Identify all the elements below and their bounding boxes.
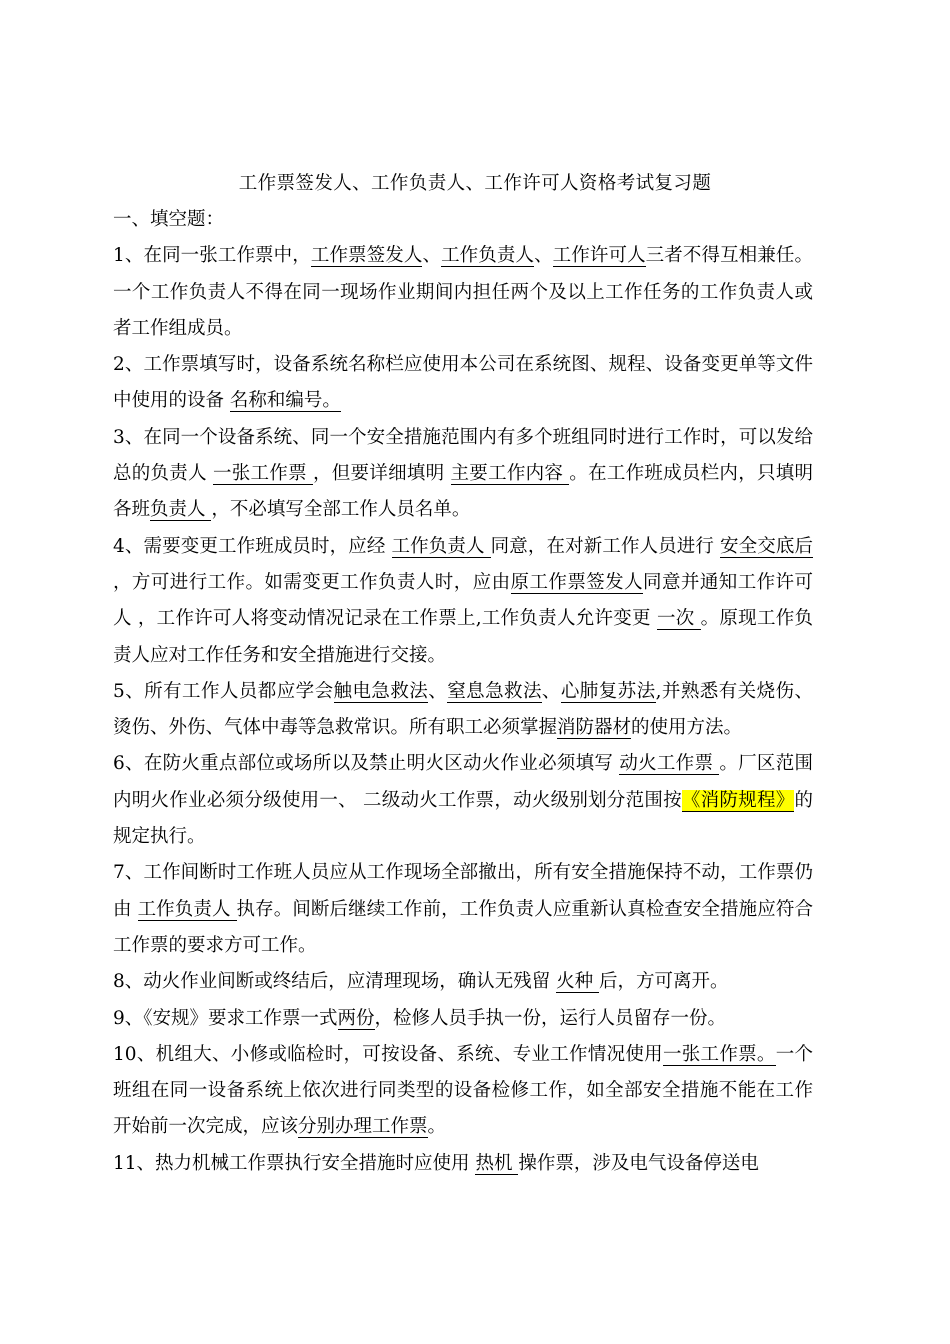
question-8 — [113, 964, 813, 1000]
question-text: 8、动火作业间断或终结后，应清理现场，确认无残留 — [113, 971, 557, 993]
question-text: 同意并通知工作许可人 ，工作许可人将变动情况记录在工作票上,工作负责人允许变更 — [113, 571, 813, 630]
question-6 — [113, 746, 813, 855]
question-text: 11、热力机械工作票执行安全措施时应使用 — [113, 1152, 476, 1174]
question-text: 、 — [428, 680, 448, 702]
document-title: 工作票签发人、工作负责人、工作许可人资格考试复习题 — [238, 173, 712, 194]
section-heading: 一、填空题： — [113, 209, 225, 230]
question-text: 10、机组大、小修或临检时，可按设备、系统、专业工作情况使用 — [113, 1043, 663, 1065]
answer-blank: 名称和编号。 — [229, 390, 341, 412]
highlighted-answer: 《消防规程》 — [681, 789, 795, 811]
question-text: 、 — [422, 245, 442, 267]
question-text: 三者不得互相兼任。一个工作负责人不得在同一现场作业期间内担任两个及以上工作任务的工作负责人或者工作组成员。 — [113, 245, 813, 339]
question-text: 、 — [541, 680, 561, 702]
answer-blank: 消防器材 — [557, 717, 632, 739]
question-text: ，但要详细填明 — [313, 463, 451, 485]
question-text: ，不必填写全部工作人员名单。 — [211, 499, 471, 521]
question-text: ，方可进行工作。如需变更工作负责人时，应由 — [113, 571, 511, 593]
question-11 — [113, 1146, 813, 1182]
answer-blank: 热机 — [475, 1152, 519, 1174]
answer-blank: 一张工作票。 — [662, 1043, 776, 1065]
question-text: 2、工作票填写时，设备系统名称栏应使用本公司在系统图、规程、设备变更单等文件中使用的设备 — [113, 354, 813, 412]
question-text: 同意，在对新工作人员进行 — [490, 535, 721, 557]
answer-blank: 窒息急救法 — [447, 680, 542, 702]
question-3 — [113, 420, 813, 529]
question-1 — [113, 238, 813, 347]
answer-blank: 工作负责人 — [441, 245, 535, 267]
question-text: 的规定执行。 — [113, 789, 813, 848]
answer-blank: 工作许可人 — [552, 245, 646, 267]
answer-blank: 触电急救法 — [333, 680, 429, 702]
answer-blank: 一张工作票 — [213, 463, 313, 485]
question-text: 的使用方法。 — [631, 717, 743, 739]
answer-blank: 心肺复苏法 — [560, 680, 656, 702]
answer-blank: 分别办理工作票 — [298, 1116, 428, 1138]
question-text: 执存。间断后继续工作前，工作负责人应重新认真检查安全措施应符合工作票的要求方可工作。 — [113, 898, 813, 956]
question-text: 。 — [427, 1116, 447, 1138]
answer-blank: 动火工作票 — [619, 753, 720, 775]
question-text: 、 — [534, 245, 553, 267]
question-text: 一个班组在同一设备系统上依次进行同类型的设备检修工作，如全部安全措施不能在工作开始前一次完成，应该 — [113, 1043, 813, 1138]
question-5 — [113, 674, 813, 747]
question-text: ,并熟悉有关烧伤、烫伤、外伤、气体中毒等急救常识。所有职工必须掌握 — [113, 680, 813, 739]
question-text: 后，方可离开。 — [599, 971, 729, 993]
question-text: 5、所有工作人员都应学会 — [113, 680, 334, 702]
question-text: 。在工作班成员栏内，只填明各班 — [113, 463, 814, 521]
question-text: ，检修人员手执一份，运行人员留存一份。 — [374, 1007, 727, 1029]
question-7 — [113, 855, 813, 964]
question-text: 。原现工作负责人应对工作任务和安全措施进行交接。 — [113, 608, 813, 666]
question-text: 。厂区范围内明火作业必须分级使用一、 二级动火工作票，动火级别划分范围按 — [113, 753, 813, 811]
answer-blank: 安全交底后 — [720, 535, 813, 557]
question-text: 6、在防火重点部位或场所以及禁止明火区动火作业必须填写 — [113, 753, 620, 775]
question-text: 操作票，涉及电气设备停送电 — [518, 1152, 759, 1174]
document-body — [113, 202, 813, 1182]
answer-blank: 负责人 — [150, 499, 212, 521]
answer-blank: 原工作票签发人 — [510, 571, 644, 593]
question-4 — [113, 529, 813, 674]
answer-blank: 工作负责人 — [391, 535, 491, 557]
question-text: 3、在同一个设备系统、同一个安全措施范围内有多个班组同时进行工作时，可以发给总的负责人 — [113, 426, 813, 485]
answer-blank: 工作负责人 — [137, 898, 237, 920]
question-10 — [113, 1037, 813, 1146]
question-9 — [113, 1001, 813, 1037]
answer-blank: 一次 — [656, 608, 701, 630]
answer-blank: 火种 — [556, 971, 600, 993]
question-text: 9、《安规》要求工作票一式 — [113, 1007, 338, 1029]
answer-blank: 主要工作内容 — [450, 463, 570, 485]
question-2 — [113, 347, 813, 420]
answer-blank: 工作票签发人 — [310, 245, 423, 267]
question-text: 1、在同一张工作票中， — [113, 245, 311, 267]
question-text: 4、需要变更工作班成员时，应经 — [113, 535, 392, 557]
question-text: 7、工作间断时工作班人员应从工作现场全部撤出，所有安全措施保持不动，工作票仍由 — [113, 862, 813, 920]
answer-blank: 两份 — [337, 1007, 375, 1029]
